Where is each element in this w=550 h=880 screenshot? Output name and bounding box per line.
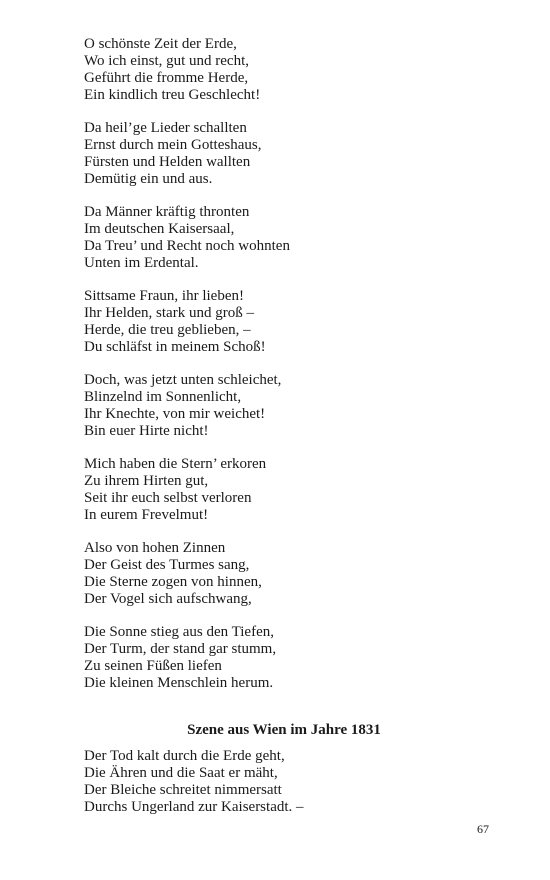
- poem-line: Du schläfst in meinem Schoß!: [84, 339, 266, 355]
- page-number: 67: [477, 822, 489, 836]
- stanza-1: [84, 36, 504, 104]
- poem-line: Die Sonne stieg aus den Tiefen,: [84, 624, 274, 640]
- poem-line: Ihr Helden, stark und groß –: [84, 305, 254, 321]
- stanza-4: [84, 288, 504, 356]
- poem-line: Sittsame Fraun, ihr lieben!: [84, 288, 244, 304]
- poem-line: Die kleinen Menschlein herum.: [84, 675, 274, 691]
- poem-body: [84, 36, 504, 708]
- poem-line: Der Vogel sich aufschwang,: [84, 591, 252, 607]
- poem-line: Im deutschen Kaisersaal,: [84, 221, 235, 237]
- poem-line: Unten im Erdental.: [84, 255, 199, 271]
- poem-line: Ihr Knechte, von mir weichet!: [84, 406, 266, 422]
- poem-line: Wo ich einst, gut und recht,: [84, 53, 250, 69]
- stanza-5: [84, 372, 504, 440]
- poem-line: Die Ähren und die Saat er mäht,: [84, 765, 278, 781]
- stanza-8: [84, 624, 504, 692]
- poem-line: Durchs Ungerland zur Kaiserstadt. –: [84, 799, 304, 815]
- poem-line: Geführt die fromme Herde,: [84, 70, 249, 86]
- poem-line: Demütig ein und aus.: [84, 171, 213, 187]
- poem-line: Der Geist des Turmes sang,: [84, 557, 250, 573]
- poem-line: Doch, was jetzt unten schleichet,: [84, 372, 282, 388]
- stanza-6: [84, 456, 504, 524]
- poem-line: Also von hohen Zinnen: [84, 540, 226, 556]
- poem-line: Der Tod kalt durch die Erde geht,: [84, 748, 285, 764]
- second-poem: [84, 748, 504, 816]
- poem-line: Zu seinen Füßen liefen: [84, 658, 222, 674]
- poem-line: Fürsten und Helden wallten: [84, 154, 251, 170]
- poem-line: Der Turm, der stand gar stumm,: [84, 641, 277, 657]
- poem-line: In eurem Frevelmut!: [84, 507, 209, 523]
- poem-line: Herde, die treu geblieben, –: [84, 322, 251, 338]
- poem-line: Zu ihrem Hirten gut,: [84, 473, 209, 489]
- stanza-3: [84, 204, 504, 272]
- poem-line: Blinzelnd im Sonnenlicht,: [84, 389, 242, 405]
- poem-line: Mich haben die Stern’ erkoren: [84, 456, 267, 472]
- poem-line: Ein kindlich treu Geschlecht!: [84, 87, 261, 103]
- poem-line: Die Sterne zogen von hinnen,: [84, 574, 262, 590]
- poem-line: Da Treu’ und Recht noch wohnten: [84, 238, 290, 254]
- poem-line: O schönste Zeit der Erde,: [84, 36, 237, 52]
- section-title: Szene aus Wien im Jahre 1831: [187, 722, 381, 738]
- stanza-7: [84, 540, 504, 608]
- poem-line: Seit ihr euch selbst verloren: [84, 490, 252, 506]
- poem-line: Da Männer kräftig thronten: [84, 204, 250, 220]
- stanza-2: [84, 120, 504, 188]
- poem-line: Da heil’ge Lieder schallten: [84, 120, 247, 136]
- poem-line: Der Bleiche schreitet nimmersatt: [84, 782, 282, 798]
- poem-line: Bin euer Hirte nicht!: [84, 423, 209, 439]
- poem-line: Ernst durch mein Gotteshaus,: [84, 137, 262, 153]
